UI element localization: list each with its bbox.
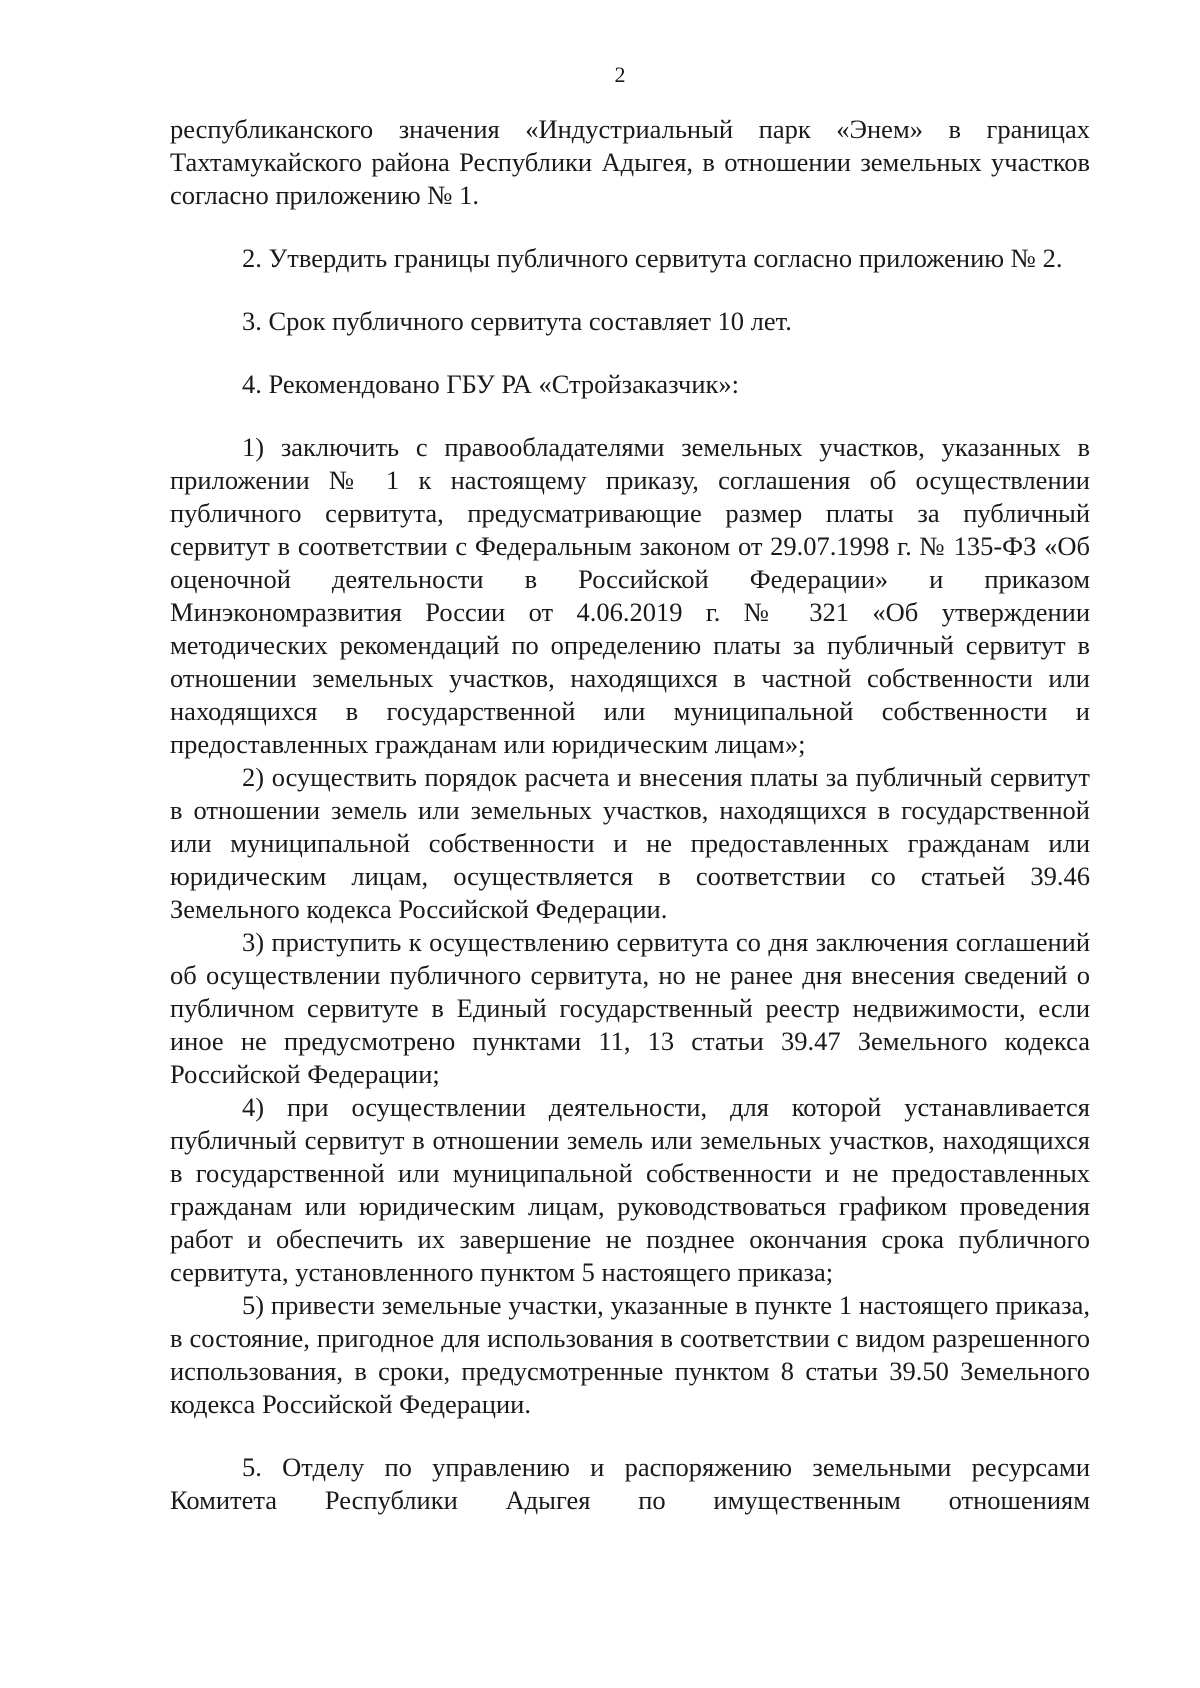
subitem-4-4: 4) при осуществлении деятельности, для которой устанавливается публичный сервитут в отношении земель или земельных участков, находящихся в государственной или муниципальной собственности и не предоставленных гражданам или юридическим лицам, руководствоваться графиком проведения работ и обеспечить их завершение не позднее окончания срока публичного сервитута, установленного пунктом 5 настоящего приказа; bbox=[170, 1092, 1090, 1287]
paragraph-continuation: республиканского значения «Индустриальный парк «Энем» в границах Тахтамукайского района Республики Адыгея, в отношении земельных участков согласно приложению № 1. bbox=[170, 114, 1090, 210]
paragraph-item-3: 3. Срок публичного сервитута составляет 10 лет. bbox=[242, 306, 792, 336]
paragraph-item-5: 5. Отделу по управлению и распоряжению земельными ресурсами Комитета Республики Адыгея по имущественным отношениям bbox=[170, 1452, 1090, 1515]
subitem-4-1: 1) заключить с правообладателями земельных участков, указанных в приложении № 1 к настоящему приказу, соглашения об осуществлении публичного сервитута, предусматривающие размер платы за публичный сервитут в соответствии с Федеральным законом от 29.07.1998 г. № 135-ФЗ «Об оценочной деятельности в Российской Федерации» и приказом Минэкономразвития России от 4.06.2019 г. № 321 «Об утверждении методических рекомендаций по определению платы за публичный сервитут в отношении земельных участков, находящихся в частной собственности или находящихся в государственной или муниципальной собственности и предоставленных гражданам или юридическим лицам»; bbox=[170, 432, 1090, 759]
paragraph-item-4: 4. Рекомендовано ГБУ РА «Стройзаказчик»: bbox=[242, 369, 740, 399]
subitem-4-2: 2) осуществить порядок расчета и внесения платы за публичный сервитут в отношении земель или земельных участков, находящихся в государственной или муниципальной собственности и не предоставленных гражданам или юридическим лицам, осуществляется в соответствии со статьей 39.46 Земельного кодекса Российской Федерации. bbox=[170, 762, 1090, 924]
subitem-4-5: 5) привести земельные участки, указанные в пункте 1 настоящего приказа, в состояние, пригодное для использования в соответствии с видом разрешенного использования, в сроки, предусмотренные пунктом 8 статьи 39.50 Земельного кодекса Российской Федерации. bbox=[170, 1290, 1090, 1419]
paragraph-item-2: 2. Утвердить границы публичного сервитута согласно приложению № 2. bbox=[242, 243, 1063, 273]
subitem-4-3: 3) приступить к осуществлению сервитута со дня заключения соглашений об осуществлении публичного сервитута, но не ранее дня внесения сведений о публичном сервитуте в Единый государственный реестр недвижимости, если иное не предусмотрено пунктами 11, 13 статьи 39.47 Земельного кодекса Российской Федерации; bbox=[170, 927, 1090, 1089]
document-body bbox=[170, 113, 1090, 1517]
page-number: 2 bbox=[614, 62, 626, 87]
